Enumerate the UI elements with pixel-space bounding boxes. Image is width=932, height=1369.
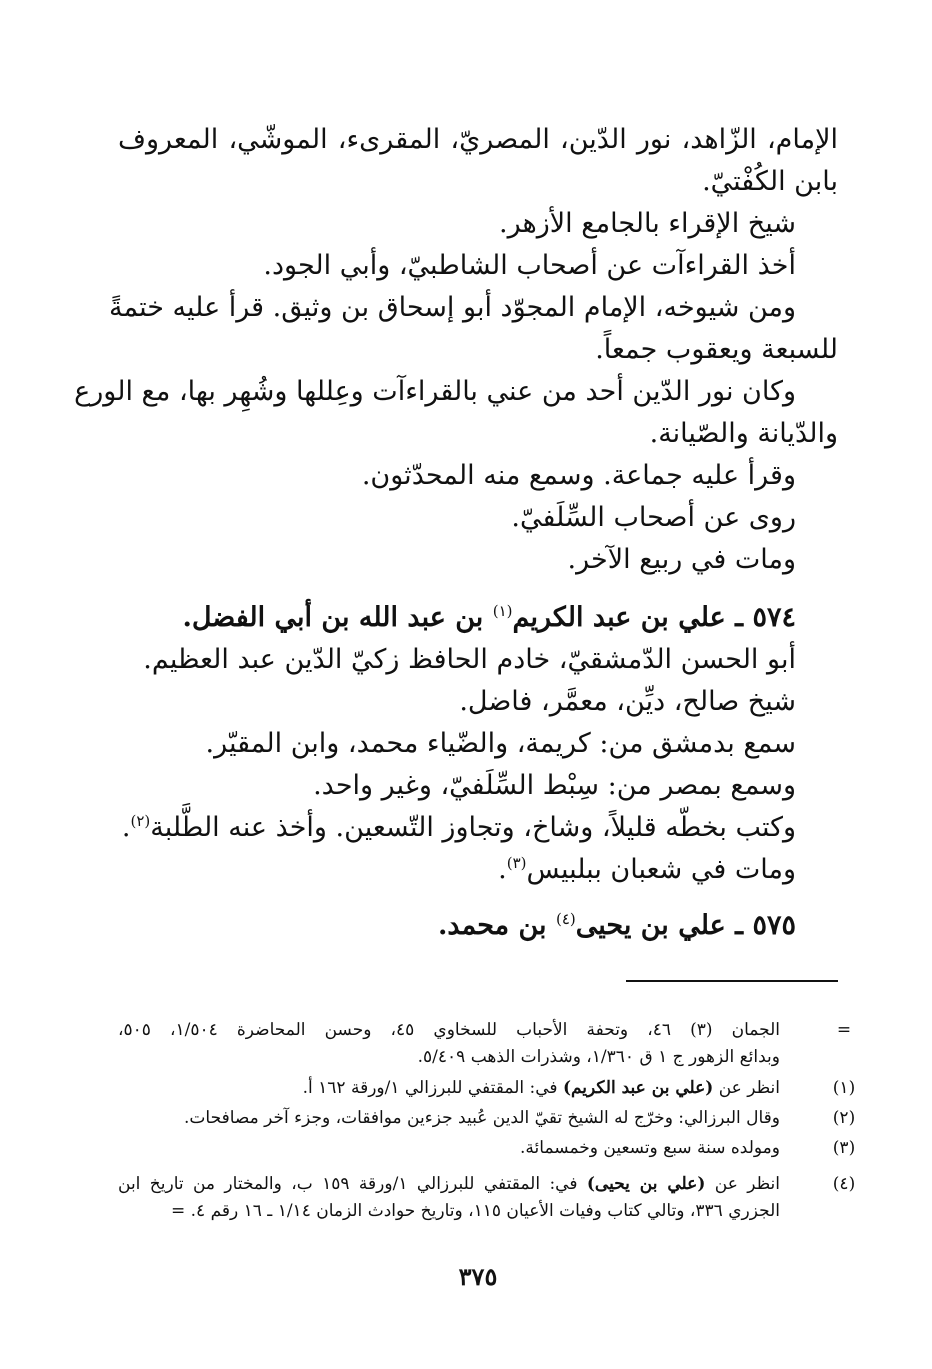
footnote-text-part: انظر عن <box>713 1078 780 1098</box>
body-line <box>498 850 796 890</box>
footnote-ref: (٤) <box>555 910 576 928</box>
entry-heading-text: ٥٧٤ ـ علي بن عبد الكريم <box>512 602 796 633</box>
body-line: ومات في ربيع الآخر. <box>567 544 796 575</box>
footnote-mark: (٣) <box>832 1138 856 1158</box>
footnote-bold-name: (علي بن يحيى) <box>586 1174 706 1194</box>
body-line: سمع بدمشق من: كريمة، والضّياء محمد، وابن المقيّر. <box>205 728 796 759</box>
footnote-text <box>118 1076 780 1101</box>
entry-heading-text: ٥٧٥ ـ علي بن يحيى <box>575 910 796 941</box>
footnote-text: ومولده سنة سبع وتسعين وخمسمائة. <box>520 1138 780 1158</box>
footnote-mark: (٤) <box>832 1174 856 1194</box>
entry-heading-574 <box>182 598 796 638</box>
body-line: أبو الحسن الدّمشقيّ، خادم الحافظ زكيّ الدّين عبد العظيم. <box>143 644 796 675</box>
footnote-text: وبدائع الزهور ج ١ ق ١/٣٦٠، وشذرات الذهب ٥/٤٠٩. <box>417 1047 780 1067</box>
footnote-ref: (١) <box>492 602 513 620</box>
body-line: للسبعة ويعقوب جمعاً. <box>595 334 838 365</box>
footnote-mark: (٢) <box>832 1108 856 1128</box>
body-line: شيخ صالح، ديِّن، معمَّر، فاضل. <box>459 686 796 717</box>
footnote-text: وقال البرزالي: وخرّج له الشيخ تقيّ الدين عُبيد جزءين موافقات، وجزء آخر مصافحات. <box>184 1108 780 1128</box>
footnote-text-part: في: المقتفي للبرزالي ١/ورقة ١٥٩ ب، والمختار من تاريخ ابن <box>118 1174 587 1194</box>
footnote-text-part: انظر عن <box>705 1174 781 1194</box>
body-text: . <box>498 854 507 885</box>
book-page <box>74 0 856 1369</box>
footnote-divider <box>626 980 838 982</box>
body-text: وكتب بخطّه قليلاً، وشاخ، وتجاوز التّسعين. وأخذ عنه الطَّلبة <box>150 812 796 843</box>
footnote-bold-name: (علي بن عبد الكريم) <box>562 1078 714 1098</box>
body-line: روى عن أصحاب السِّلَفيّ. <box>511 502 796 533</box>
body-line: أخذ القراءآت عن أصحاب الشاطبيّ، وأبي الجود. <box>263 250 796 281</box>
body-line: الإمام، الزّاهد، نور الدّين، المصريّ، المقرىء، الموشّي، المعروف <box>118 124 838 155</box>
body-line: والدّيانة والصّيانة. <box>649 418 838 449</box>
footnote-text: الجزري ٣٣٦، وتالي كتاب وفيات الأعيان ١١٥، وتاريخ حوادث الزمان ١/١٤ ـ ١٦ رقم ٤. = <box>170 1201 780 1221</box>
entry-heading-text: بن عبد الله بن أبي الفضل. <box>182 602 493 633</box>
footnote-ref: (٢) <box>130 812 151 830</box>
body-line <box>122 808 796 848</box>
body-line: وسمع بمصر من: سِبْط السِّلَفيّ، وغير واحد. <box>313 770 796 801</box>
entry-heading-text: بن محمد. <box>438 910 556 941</box>
body-line: وكان نور الدّين أحد من عني بالقراءآت وعِللها وشُهِر بها، مع الورع <box>74 376 796 407</box>
body-line: بابن الكُفْتيّ. <box>702 166 838 197</box>
footnote-text <box>118 1172 780 1197</box>
footnote-text-part: في: المقتفي للبرزالي ١/ورقة ١٦٢ أ. <box>302 1078 563 1098</box>
footnote-text: الجمان (٣) ٤٦، وتحفة الأحباب للسخاوي ٤٥، وحسن المحاضرة ١/٥٠٤، ٥٠٥، <box>118 1020 781 1040</box>
entry-heading-575 <box>438 906 796 946</box>
footnote-mark: (١) <box>832 1078 856 1098</box>
page-number: ٣٧٥ <box>458 1262 498 1291</box>
footnote-ref: (٣) <box>506 854 527 872</box>
body-text: ومات في شعبان ببلبيس <box>526 854 796 885</box>
body-line: ومن شيوخه، الإمام المجوّد أبو إسحاق بن وثيق. قرأ عليه ختمةً <box>109 292 796 323</box>
body-text: . <box>121 812 131 843</box>
footnote-mark: = <box>836 1020 852 1040</box>
body-line: شيخ الإقراء بالجامع الأزهر. <box>499 208 796 239</box>
body-line: وقرأ عليه جماعة. وسمع منه المحدّثون. <box>361 460 796 491</box>
